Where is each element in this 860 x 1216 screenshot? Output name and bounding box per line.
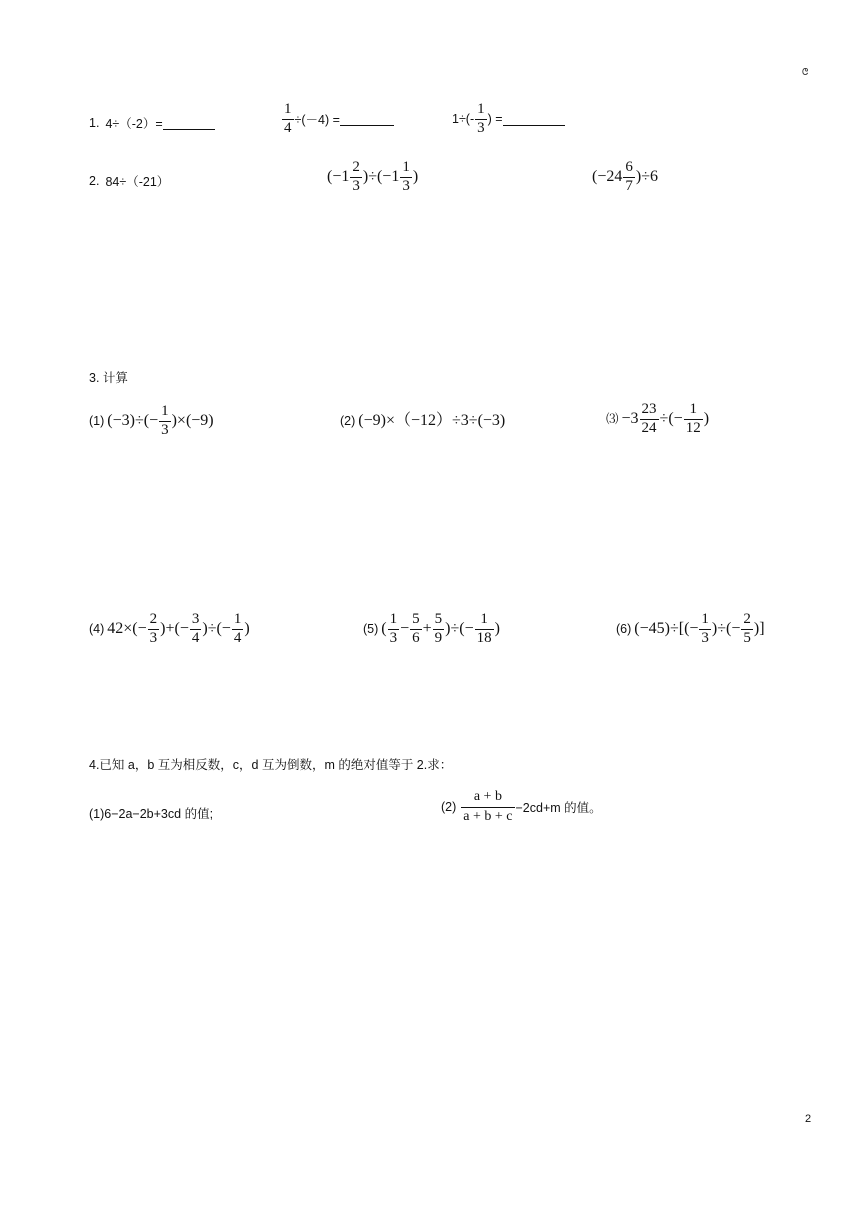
q3-p4-fraction-2: $\frac{3}{4}$: [191, 611, 200, 646]
q3-p6-fraction-2: $\frac{2}{5}$: [743, 611, 751, 646]
q2-b-fraction-2: $\frac{1}{3}$: [402, 159, 410, 194]
q1-part-a: [89, 114, 215, 132]
q2-number: 2.: [89, 174, 100, 188]
q3-p2-label: (2): [340, 413, 356, 428]
q4-stem: 4.已知 a，b 互为相反数，c，d 互为倒数，m 的绝对值等于 2.求：: [89, 758, 453, 772]
q4-p2-fraction: $\frac{a + b}{a + b + c}$: [463, 789, 513, 824]
q3-p1-fraction: $\frac{1}{3}$: [161, 403, 169, 438]
q2-c-fraction: $\frac{6}{7}$: [625, 159, 633, 194]
q3-problem-4: (4) 42×(− $\frac{2}{3}$ )+(− $\frac{3}{4}$ )÷(− $\frac{1}{4}$ ): [89, 611, 250, 646]
q3-p5-fraction-2: $\frac{5}{6}$: [412, 611, 420, 646]
page-number: 2: [805, 1113, 812, 1125]
q3-p6-label: (6): [616, 622, 632, 636]
q3-p1-label: (1): [89, 414, 105, 428]
q3-problem-1: (1) (−3)÷(− $\frac{1}{3}$ )×(−9): [89, 403, 214, 438]
q2-a-expression: 84÷（-21）: [105, 175, 170, 189]
q3-problem-2: (2) (−9)×（−12）÷3÷(−3): [340, 412, 506, 429]
q3-p6-fraction-1: $\frac{1}{3}$: [701, 611, 709, 646]
q2-part-a: [89, 172, 169, 190]
q3-p4-fraction-3: $\frac{1}{4}$: [233, 611, 242, 646]
q2-part-c: [592, 160, 658, 195]
q3-p4-fraction-1: $\frac{2}{3}$: [149, 611, 158, 646]
q1-b-answer-blank[interactable]: [340, 113, 394, 126]
q3-p4-label: (4): [89, 622, 105, 636]
q1-part-b: [281, 102, 394, 137]
q4-p2-rest: −2cd+m 的值。: [515, 801, 602, 816]
q1-a-answer-blank[interactable]: [163, 117, 215, 130]
q1-c-suffix: ) =: [487, 112, 503, 127]
q3-p5-fraction-1: $\frac{1}{3}$: [389, 611, 398, 646]
corner-mark: ల: [799, 67, 812, 76]
q2-b-open: (−1: [327, 168, 350, 186]
q3-p5-fraction-4: $\frac{1}{18}$: [476, 611, 492, 646]
q3-problem-3: ⑶ −3 $\frac{23}{24}$ ÷(− $\frac{1}{12}$ ): [606, 401, 710, 436]
q3-problem-5: (5) ( $\frac{1}{3}$ − $\frac{5}{6}$ + $\frac{5}{9}$ )÷(− $\frac{1}{18}$ ): [363, 611, 500, 646]
q2-c-close: )÷6: [635, 168, 658, 186]
q1-number: 1.: [89, 116, 100, 130]
q3-p3-label: ⑶: [606, 412, 619, 426]
q3-p5-label: (5): [363, 622, 379, 636]
q1-b-fraction: $\frac{1}{4}$: [284, 101, 292, 136]
q3-heading: 3. 计算: [89, 371, 128, 385]
q4-p2-label: (2): [441, 800, 457, 815]
q3-p3-fraction-2: $\frac{1}{12}$: [685, 401, 701, 436]
q2-b-middle: )÷(−1: [362, 168, 400, 186]
q1-part-c: [452, 102, 565, 137]
q2-b-fraction-1: $\frac{2}{3}$: [352, 159, 360, 194]
q3-p3-fraction-1: $\frac{23}{24}$: [641, 401, 657, 436]
q2-part-b: [327, 160, 418, 195]
q1-c-prefix: 1÷(-: [452, 112, 475, 127]
q1-c-answer-blank[interactable]: [503, 113, 565, 126]
q3-p5-fraction-3: $\frac{5}{9}$: [434, 611, 443, 646]
q2-b-close: ): [412, 168, 419, 186]
q4-part-1: (1)6−2a−2b+3cd 的值;: [89, 807, 214, 821]
q2-c-open: (−24: [592, 168, 623, 186]
q3-problem-6: (6) (−45)÷[(− $\frac{1}{3}$ )÷(− $\frac{2}{5}$ )]: [616, 611, 765, 646]
q1-a-expression: 4÷（-2）=: [105, 117, 163, 131]
q4-part-2: [441, 790, 602, 824]
q1-c-fraction: $\frac{1}{3}$: [477, 101, 485, 136]
q1-b-expression: ÷(－4) =: [294, 113, 340, 128]
